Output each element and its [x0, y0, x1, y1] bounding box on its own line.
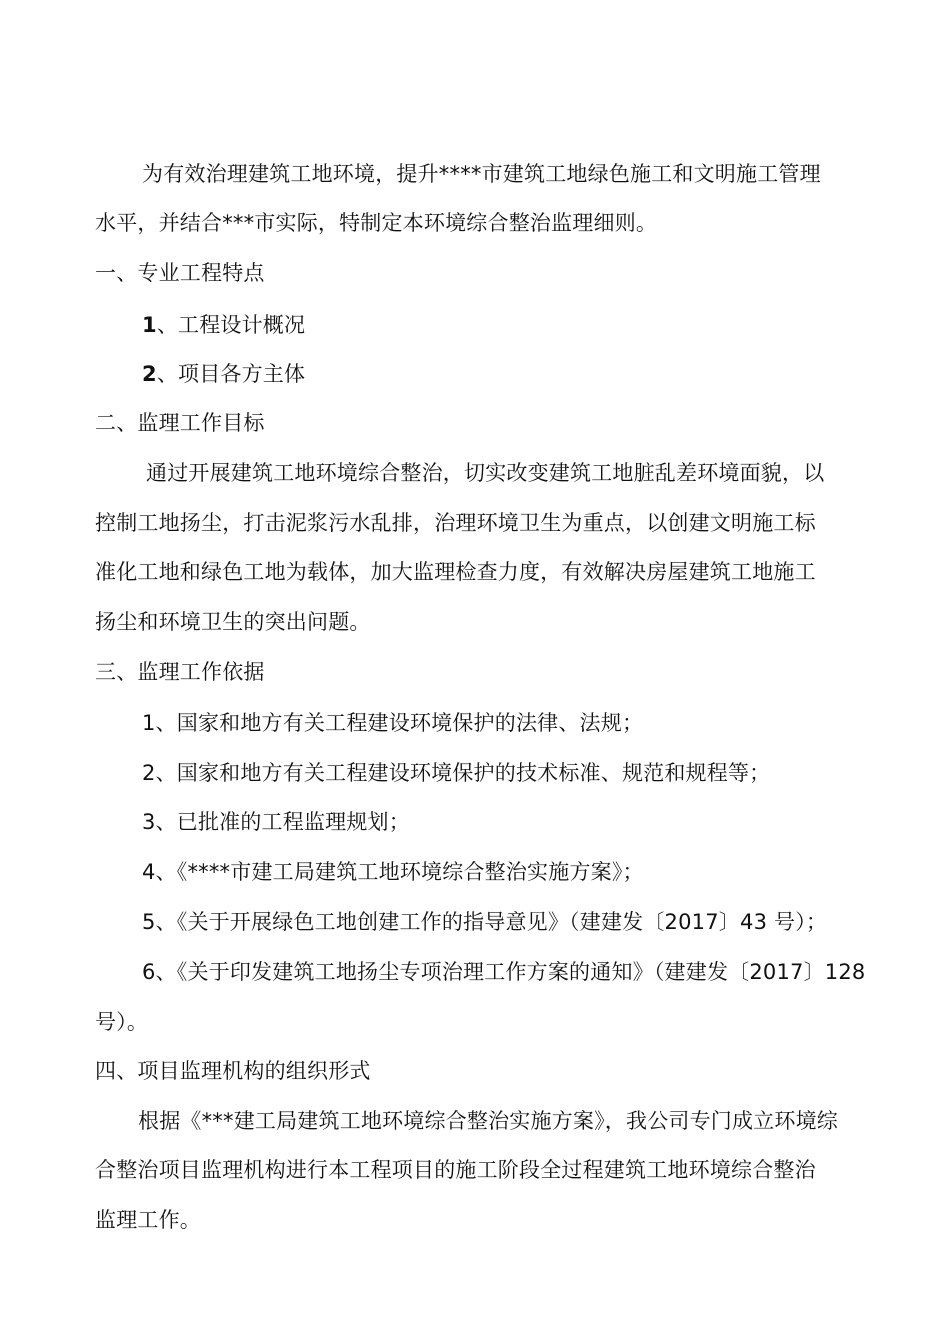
section-1-item-1-number: 1 — [142, 313, 157, 337]
section-1-item-2 — [0, 359, 950, 389]
section-3-item-3: 3、已批准的工程监理规划； — [142, 810, 410, 834]
section-2-line-4: 扬尘和环境卫生的突出问题。 — [95, 610, 371, 634]
section-3-item-2: 2、国家和地方有关工程建设环境保护的技术标准、规范和规程等； — [142, 761, 771, 785]
section-4-line-1: 根据《***建工局建筑工地环境综合整治实施方案》，我公司专门成立环境综 — [138, 1109, 838, 1133]
section-3-item-6-continued: 号）。 — [95, 1010, 149, 1034]
section-2-heading: 二、监理工作目标 — [95, 411, 265, 435]
section-1-item-2-number: 2 — [142, 362, 157, 386]
section-3-item-4: 4、《****市建工局建筑工地环境综合整治实施方案》； — [142, 860, 644, 884]
section-1-item-2-text: 、项目各方主体 — [156, 362, 306, 386]
section-4-heading: 四、项目监理机构的组织形式 — [95, 1059, 371, 1083]
intro-line-1: 为有效治理建筑工地环境，提升****市建筑工地绿色施工和文明施工管理 — [142, 162, 821, 186]
section-4-line-2: 合整治项目监理机构进行本工程项目的施工阶段全过程建筑工地环境综合整治 — [95, 1158, 816, 1182]
section-3-item-1: 1、国家和地方有关工程建设环境保护的法律、法规； — [142, 711, 644, 735]
section-2-line-2: 控制工地扬尘，打击泥浆污水乱排，治理环境卫生为重点，以创建文明施工标 — [95, 511, 816, 535]
section-2-line-3: 准化工地和绿色工地为载体，加大监理检查力度，有效解决房屋建筑工地施工 — [95, 560, 816, 584]
section-3-item-5: 5、《关于开展绿色工地创建工作的指导意见》（建建发〔2017〕43 号）； — [142, 910, 828, 934]
section-1-item-1-text: 、工程设计概况 — [156, 313, 306, 337]
section-3-heading: 三、监理工作依据 — [95, 660, 265, 684]
section-2-line-1: 通过开展建筑工地环境综合整治，切实改变建筑工地脏乱差环境面貌，以 — [146, 461, 825, 485]
section-1-item-1 — [0, 310, 950, 340]
section-4-line-3: 监理工作。 — [95, 1208, 201, 1232]
section-3-item-6: 6、《关于印发建筑工地扬尘专项治理工作方案的通知》（建建发〔2017〕128 — [142, 960, 866, 984]
section-1-heading: 一、专业工程特点 — [95, 261, 265, 285]
intro-line-2: 水平，并结合***市实际，特制定本环境综合整治监理细则。 — [95, 211, 658, 235]
